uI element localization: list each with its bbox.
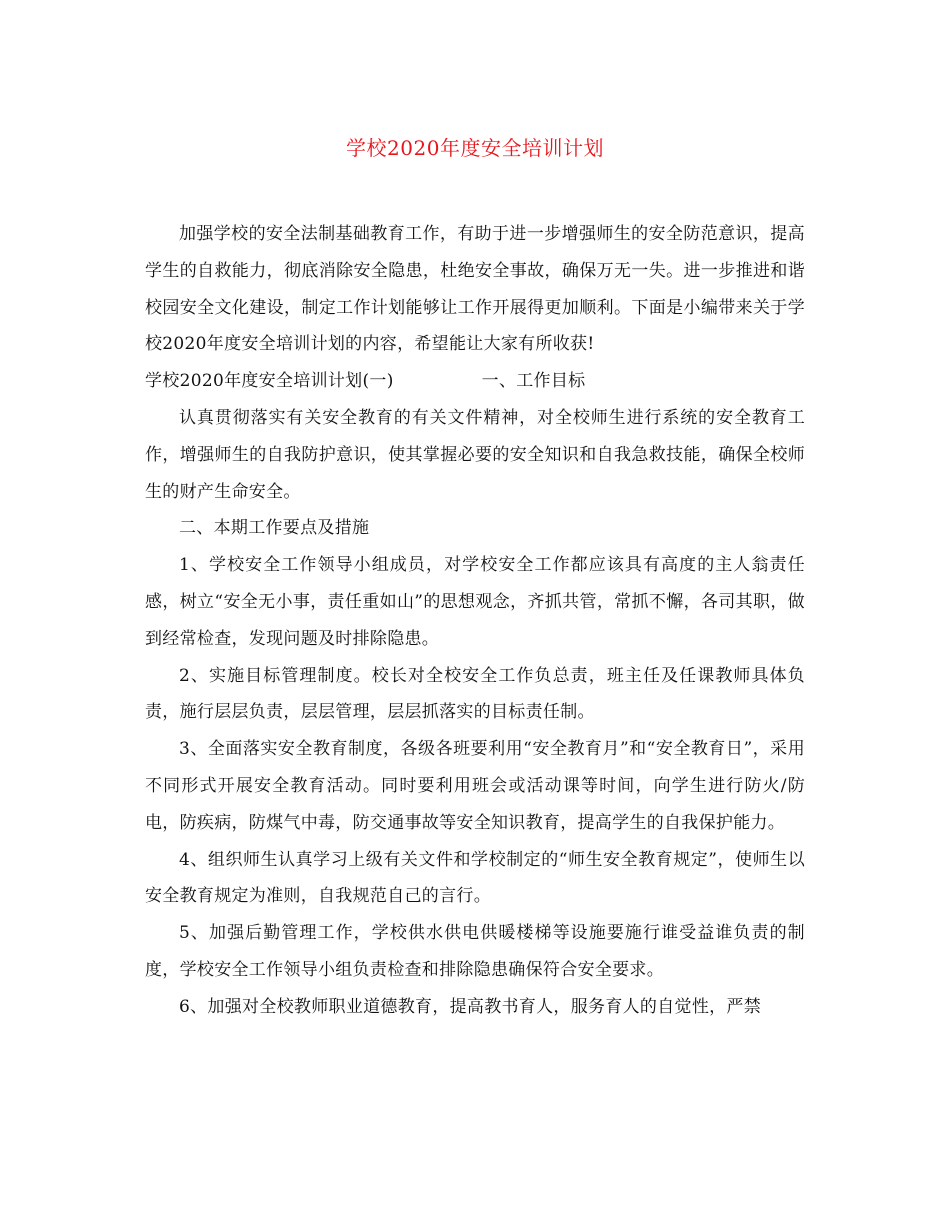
list-item: 3、全面落实安全教育制度，各级各班要利用“安全教育月”和“安全教育日”，采用不同形式开展安全教育活动。同时要利用班会或活动课等时间，向学生进行防火/防电，防疾病，防煤气中毒，防交通事故等安全知识教育，提高学生的自我保护能力。 xyxy=(145,739,805,833)
section-title: 学校2020年度安全培训计划(一) xyxy=(145,371,394,392)
document-title: 学校2020年度安全培训计划 xyxy=(346,136,604,160)
list-item: 2、实施目标管理制度。校长对全校安全工作负总责，班主任及任课教师具体负责，施行层层负责，层层管理，层层抓落实的目标责任制。 xyxy=(145,665,805,723)
list-item: 5、加强后勤管理工作，学校供水供电供暖楼梯等设施要施行谁受益谁负责的制度，学校安全工作领导小组负责检查和排除隐患确保符合安全要求。 xyxy=(145,923,805,980)
list-item: 4、组织师生认真学习上级有关文件和学校制定的“师生安全教育规定”，使师生以安全教育规定为准则，自我规范自己的言行。 xyxy=(145,849,805,907)
section-heading-line xyxy=(145,363,805,400)
heading-work-goal: 一、工作目标 xyxy=(481,371,586,392)
document-body xyxy=(145,216,805,1026)
heading-key-points: 二、本期工作要点及措施 xyxy=(179,518,370,539)
list-item: 1、学校安全工作领导小组成员，对学校安全工作都应该具有高度的主人翁责任感，树立“安全无小事，责任重如山”的思想观念，齐抓共管，常抓不懈，各司其职，做到经常检查，发现问题及时排除隐患。 xyxy=(145,555,805,649)
intro-paragraph: 加强学校的安全法制基础教育工作，有助于进一步增强师生的安全防范意识，提高学生的自救能力，彻底消除安全隐患，杜绝安全事故，确保万无一失。进一步推进和谐校园安全文化建设，制定工作计划能够让工作开展得更加顺利。下面是小编带来关于学校2020年度安全培训计划的内容，希望能让大家有所收获! xyxy=(145,224,805,355)
list-item: 6、加强对全校教师职业道德教育，提高教书育人，服务育人的自觉性，严禁 xyxy=(179,996,762,1017)
goal-paragraph: 认真贯彻落实有关安全教育的有关文件精神，对全校师生进行系统的安全教育工作，增强师生的自我防护意识，使其掌握必要的安全知识和自我急救技能，确保全校师生的财产生命安全。 xyxy=(145,407,805,502)
